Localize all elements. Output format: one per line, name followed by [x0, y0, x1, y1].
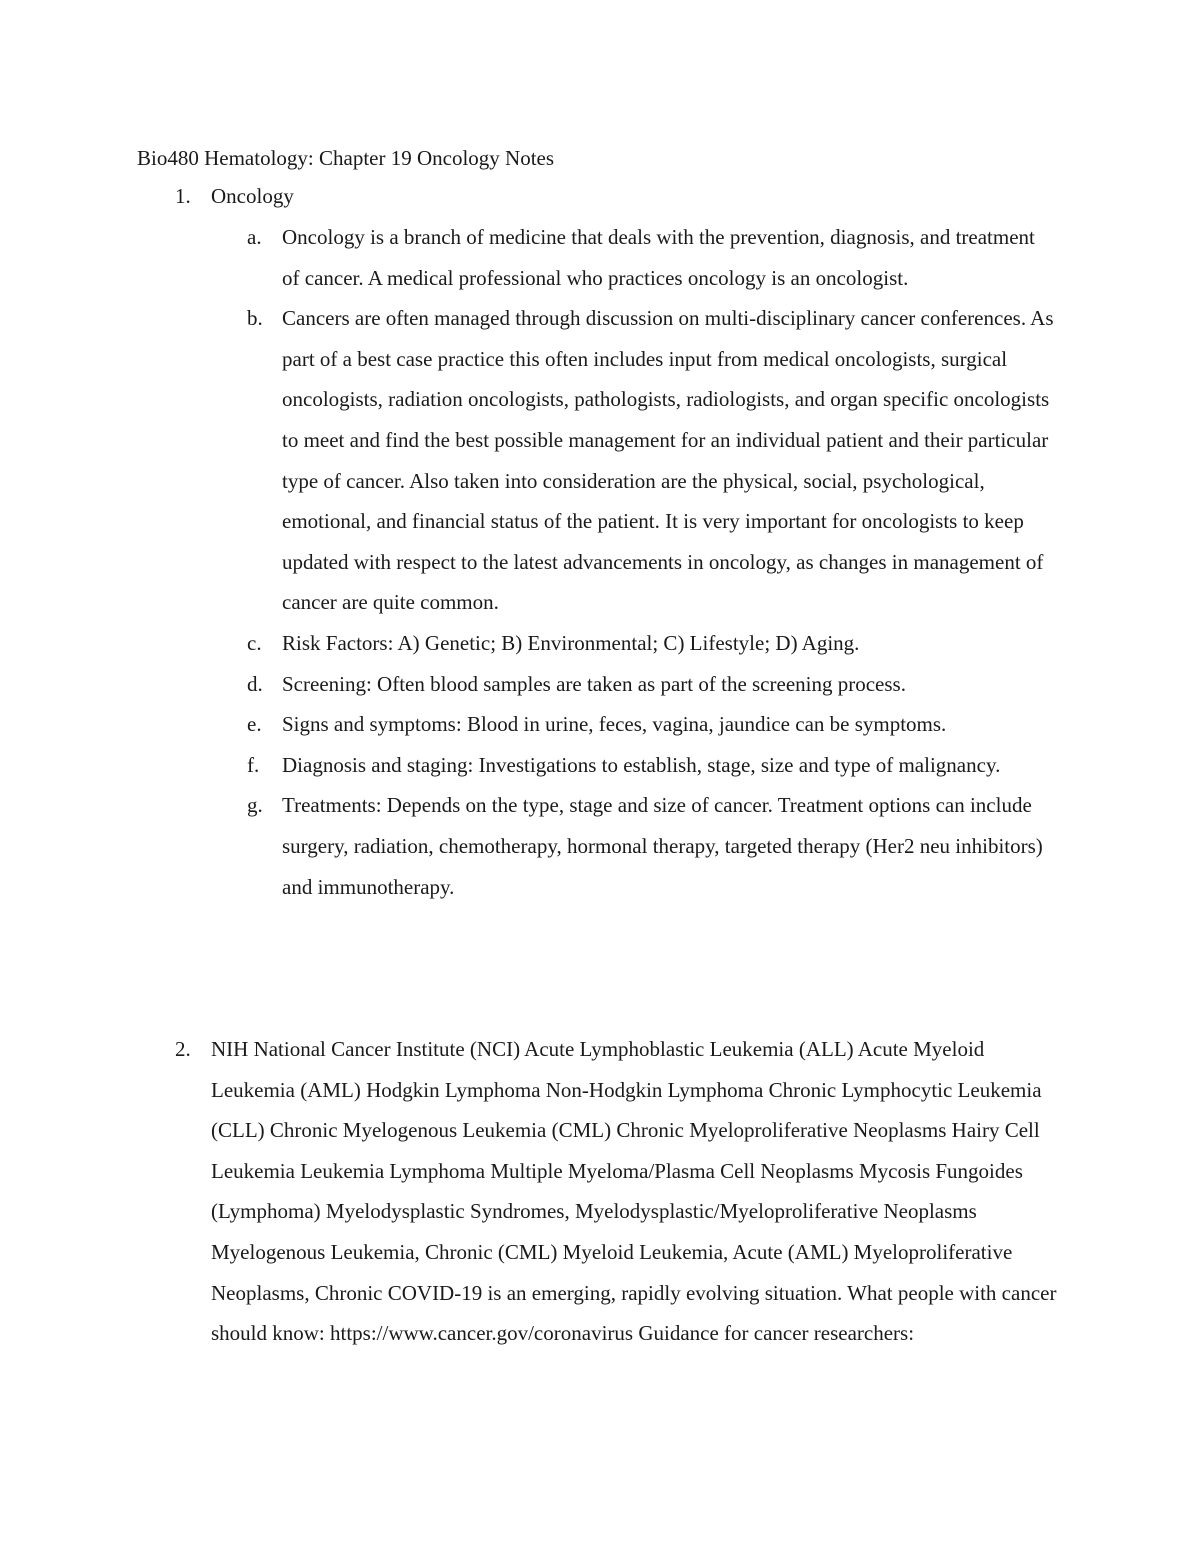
- section-number: 2.: [175, 1037, 191, 1061]
- list-item-a: [0, 217, 1200, 298]
- list-item-d: [0, 664, 1200, 705]
- section-number: 1.: [175, 184, 191, 208]
- list-item-g: [0, 785, 1200, 907]
- document-title: Bio480 Hematology: Chapter 19 Oncology Notes: [137, 146, 555, 170]
- section-body-text: NIH National Cancer Institute (NCI) Acute Lymphoblastic Leukemia (ALL) Acute Myeloid Leukemia (AML) Hodgkin Lymphoma Non-Hodgkin Lymphoma Chronic Lymphocytic Leukemia (CLL) Chronic Myelogenous Leukemia (CML) Chronic Myeloproliferative Neoplasms Hairy Cell Leukemia Leukemia Lymphoma Multiple Myeloma/Plasma Cell Neoplasms Mycosis Fungoides (Lymphoma) Myelodysplastic Syndromes, Myelodysplastic/Myeloproliferative Neoplasms Myelogenous Leukemia, Chronic (CML) Myeloid Leukemia, Acute (AML) Myeloproliferative Neoplasms, Chronic COVID-19 is an emerging, rapidly evolving situation. What people with cancer should know: https://www.cancer.gov/coronavirus Guidance for cancer researchers:: [211, 1037, 1057, 1346]
- list-item-marker: b.: [247, 306, 263, 331]
- list-item-marker: e.: [247, 712, 262, 737]
- list-item-text: Screening: Often blood samples are taken as part of the screening process.: [282, 671, 906, 696]
- list-item-marker: f.: [247, 752, 260, 777]
- list-item-marker: a.: [247, 225, 262, 249]
- list-item-c: [0, 623, 1200, 664]
- list-item-marker: g.: [247, 793, 263, 818]
- list-item-e: [0, 704, 1200, 745]
- section-heading: Oncology: [211, 184, 294, 208]
- list-item-text: Diagnosis and staging: Investigations to establish, stage, size and type of malignancy.: [282, 752, 1001, 777]
- oncology-subitems: [0, 217, 1200, 907]
- list-item-marker: c.: [247, 630, 262, 655]
- list-item-text: Signs and symptoms: Blood in urine, feces, vagina, jaundice can be symptoms.: [282, 712, 947, 737]
- list-item-b: [0, 298, 1200, 623]
- list-item-text: Risk Factors: A) Genetic; B) Environmental; C) Lifestyle; D) Aging.: [282, 630, 860, 655]
- list-item-f: [0, 745, 1200, 786]
- list-item-marker: d.: [247, 671, 263, 696]
- list-item-text: Treatments: Depends on the type, stage and size of cancer. Treatment options can include surgery, radiation, chemotherapy, hormonal therapy, targeted therapy (Her2 neu inhibitors) and immunotherapy.: [282, 793, 1043, 899]
- list-item-text: Oncology is a branch of medicine that deals with the prevention, diagnosis, and treatment of cancer. A medical professional who practices oncology is an oncologist.: [282, 225, 1035, 290]
- list-item-text: Cancers are often managed through discussion on multi-disciplinary cancer conferences. As part of a best case practice this often includes input from medical oncologists, surgical oncologists, radiation oncologists, pathologists, radiologists, and organ specific oncologists to meet and find the best possible management for an individual patient and their particular type of cancer. Also taken into consideration are the physical, social, psychological, emotional, and financial status of the patient. It is very important for oncologists to keep updated with respect to the latest advancements in oncology, as changes in management of cancer are quite common.: [282, 306, 1054, 615]
